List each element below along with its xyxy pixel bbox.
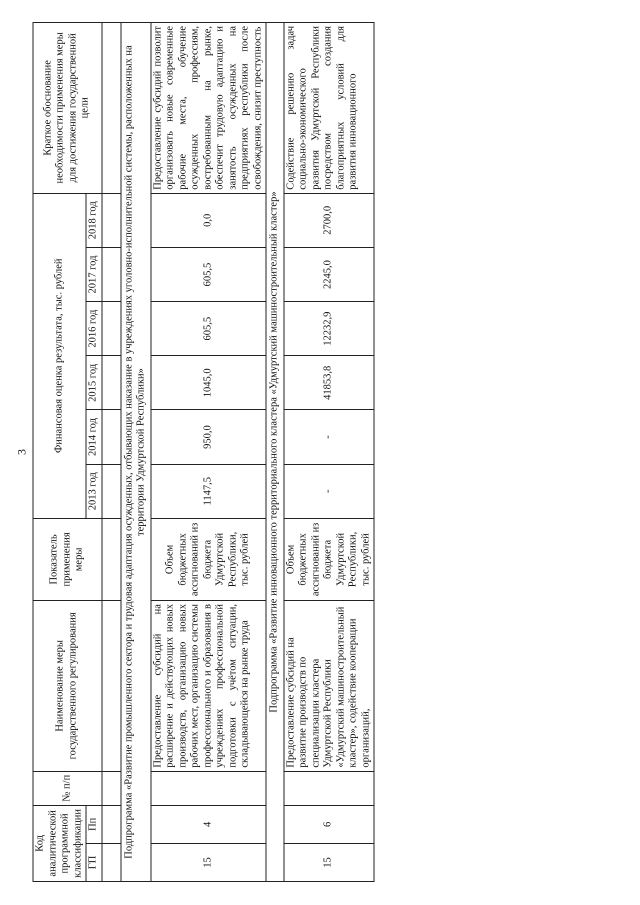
cell-value-2015: 1045,0 <box>151 356 267 410</box>
section-heading-row <box>121 23 151 882</box>
header-finance: Финансовая оценка результата, тыс. рублей <box>33 193 86 518</box>
header-year-2015: 2015 год <box>86 356 102 410</box>
header-pp: Пп <box>86 805 102 843</box>
cell-value-2017: 605,5 <box>151 247 267 301</box>
cell-pp: 6 <box>284 805 375 843</box>
header-rationale: Краткое обоснование необходимости применения меры для достижения государственной цели <box>33 23 102 194</box>
cell-measure: Предоставление субсидий на расширение и действующих новых производств, организацию новых рабочих мест, организацию системы профессионального и образования в учреждениях профессиональной подготовки с учётом ситуации, складывающейся на рынке труда <box>151 601 267 772</box>
header-year-2013: 2013 год <box>86 464 102 518</box>
cell-pp: 4 <box>151 805 267 843</box>
cell-value-2016: 605,5 <box>151 302 267 356</box>
cell-gp: 15 <box>151 843 267 881</box>
cell-value-2018: 2700,0 <box>284 193 375 247</box>
header-year-2014: 2014 год <box>86 410 102 464</box>
table-row <box>151 23 267 882</box>
blank-index-row <box>102 23 121 882</box>
page-number: 3 <box>14 449 29 455</box>
cell-rationale: Содействие решению задач социально-экономического развития Удмуртской Республики посредством создания благоприятных условий для развития инновационного <box>284 23 375 194</box>
section-heading-row <box>266 23 284 882</box>
header-measure: Наименование меры государственного регулирования <box>33 601 102 772</box>
measures-table <box>33 22 375 882</box>
cell-number <box>284 771 375 805</box>
header-year-2017: 2017 год <box>86 247 102 301</box>
cell-value-2013: 1147,5 <box>151 464 267 518</box>
header-row-1 <box>33 23 86 882</box>
header-year-2018: 2018 год <box>86 193 102 247</box>
cell-rationale: Предоставление субсидий позволит организовать новые современные рабочие места, обучение осужденных профессиям, востребованным на рынке, обеспечит трудовую адаптацию и занятость осужденных на предприятиях республики после освобождения, снизит преступность <box>151 23 267 194</box>
header-year-2016: 2016 год <box>86 302 102 356</box>
cell-value-2014: 950,0 <box>151 410 267 464</box>
cell-indicator: Объем бюджетных ассигнований из бюджета Удмуртской Республики, тыс. рублей <box>151 518 267 600</box>
document-table-container <box>33 22 608 882</box>
cell-value-2018: 0,0 <box>151 193 267 247</box>
cell-measure: Предоставление субсидий на развитие производств по специализации кластера Удмуртской Республики «Удмуртский машиностроительный кластер», содействие кооперации организаций, <box>284 601 375 772</box>
header-number: № п/п <box>33 771 102 805</box>
section-title: Подпрограмма «Развитие промышленного сектора и трудовая адаптация осужденных, отбывающих наказание в учреждениях уголовно-исполнительной системы, расположенных на территории Удмуртской Республики» <box>121 23 151 882</box>
section-title: Подпрограмма «Развитие инновационного территориального кластера «Удмуртский машиностроительный кластер» <box>266 23 284 882</box>
cell-value-2016: 12232,9 <box>284 302 375 356</box>
cell-gp: 15 <box>284 843 375 881</box>
cell-value-2017: 2245,0 <box>284 247 375 301</box>
cell-value-2013: - <box>284 464 375 518</box>
table-row <box>284 23 375 882</box>
header-gp: ГП <box>86 843 102 881</box>
cell-value-2015: 41853,8 <box>284 356 375 410</box>
header-code: Код аналитической программной классификации <box>33 805 86 881</box>
cell-number <box>151 771 267 805</box>
header-indicator: Показатель применения меры <box>33 518 102 600</box>
cell-value-2014: - <box>284 410 375 464</box>
cell-indicator: Объем бюджетных ассигнований из бюджета Удмуртской Республики, тыс. рублей <box>284 518 375 600</box>
